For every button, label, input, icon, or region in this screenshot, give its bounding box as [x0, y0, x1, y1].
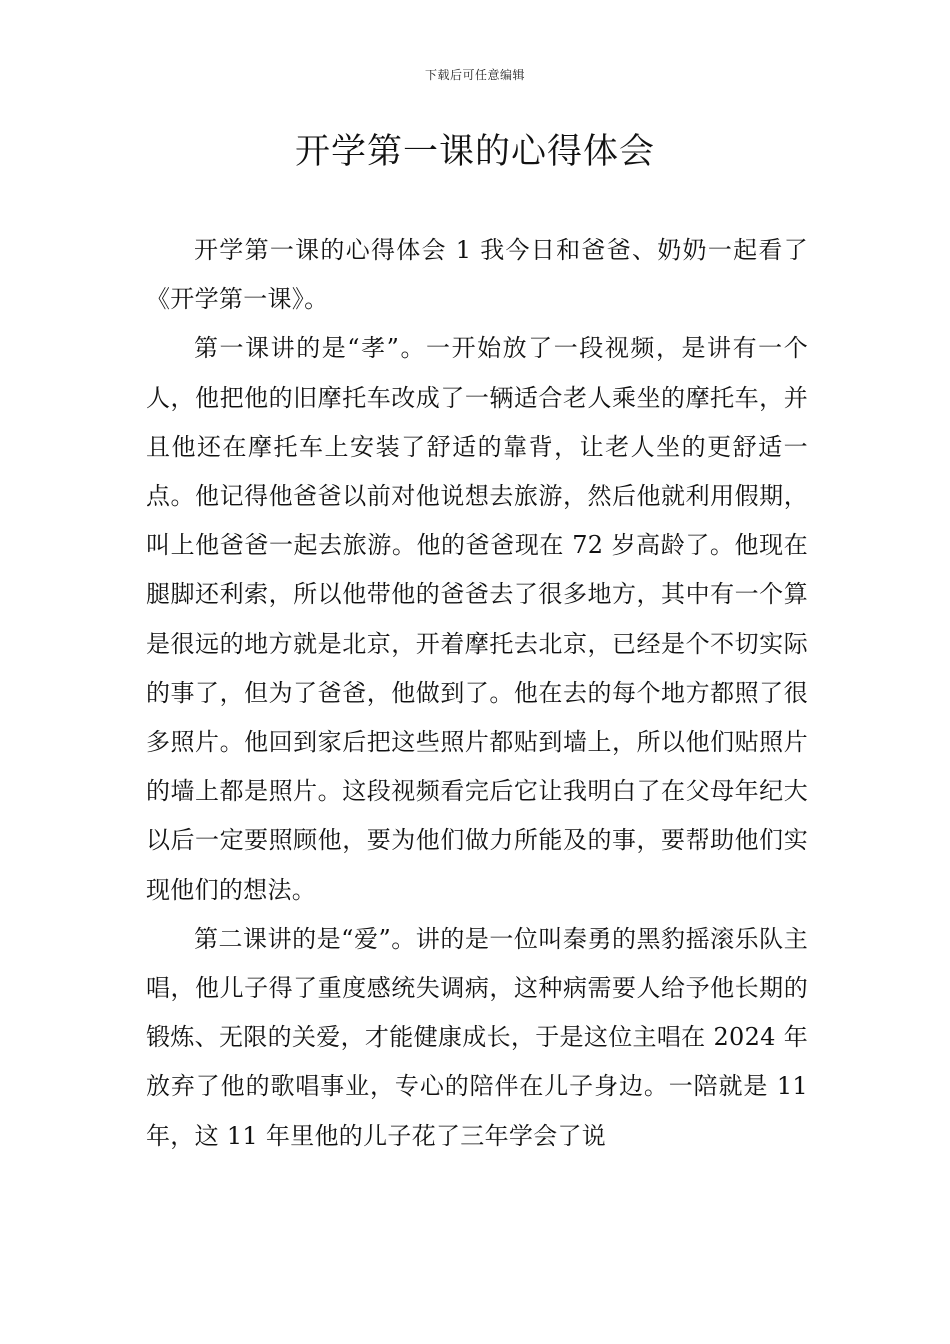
document-body — [146, 226, 808, 1161]
paragraph: 第二课讲的是“爱”。讲的是一位叫秦勇的黑豹摇滚乐队主唱，他儿子得了重度感统失调病，这种病需要人给予他长期的锻炼、无限的关爱，才能健康成长，于是这位主唱在 2024 年放弃了他的歌唱事业，专心的陪伴在儿子身边。一陪就是 11 年，这 11 年里他的儿子花了三年学会了说 — [146, 924, 808, 1150]
paragraph: 开学第一课的心得体会 1 我今日和爸爸、奶奶一起看了《开学第一课》。 — [146, 236, 808, 314]
document-title: 开学第一课的心得体会 — [294, 132, 655, 172]
paragraph: 第一课讲的是“孝”。一开始放了一段视频，是讲有一个人，他把他的旧摩托车改成了一辆适合老人乘坐的摩托车，并且他还在摩托车上安装了舒适的靠背，让老人坐的更舒适一点。他记得他爸爸以前对他说想去旅游，然后他就利用假期，叫上他爸爸一起去旅游。他的爸爸现在 72 岁高龄了。他现在腿脚还利索，所以他带他的爸爸去了很多地方，其中有一个算是很远的地方就是北京，开着摩托去北京，已经是个不切实际的事了，但为了爸爸，他做到了。他在去的每个地方都照了很多照片。他回到家后把这些照片都贴到墙上，所以他们贴照片的墙上都是照片。这段视频看完后它让我明白了在父母年纪大以后一定要照顾他，要为他们做力所能及的事，要帮助他们实现他们的想法。 — [146, 334, 808, 904]
header-note: 下载后可任意编辑 — [424, 68, 525, 82]
